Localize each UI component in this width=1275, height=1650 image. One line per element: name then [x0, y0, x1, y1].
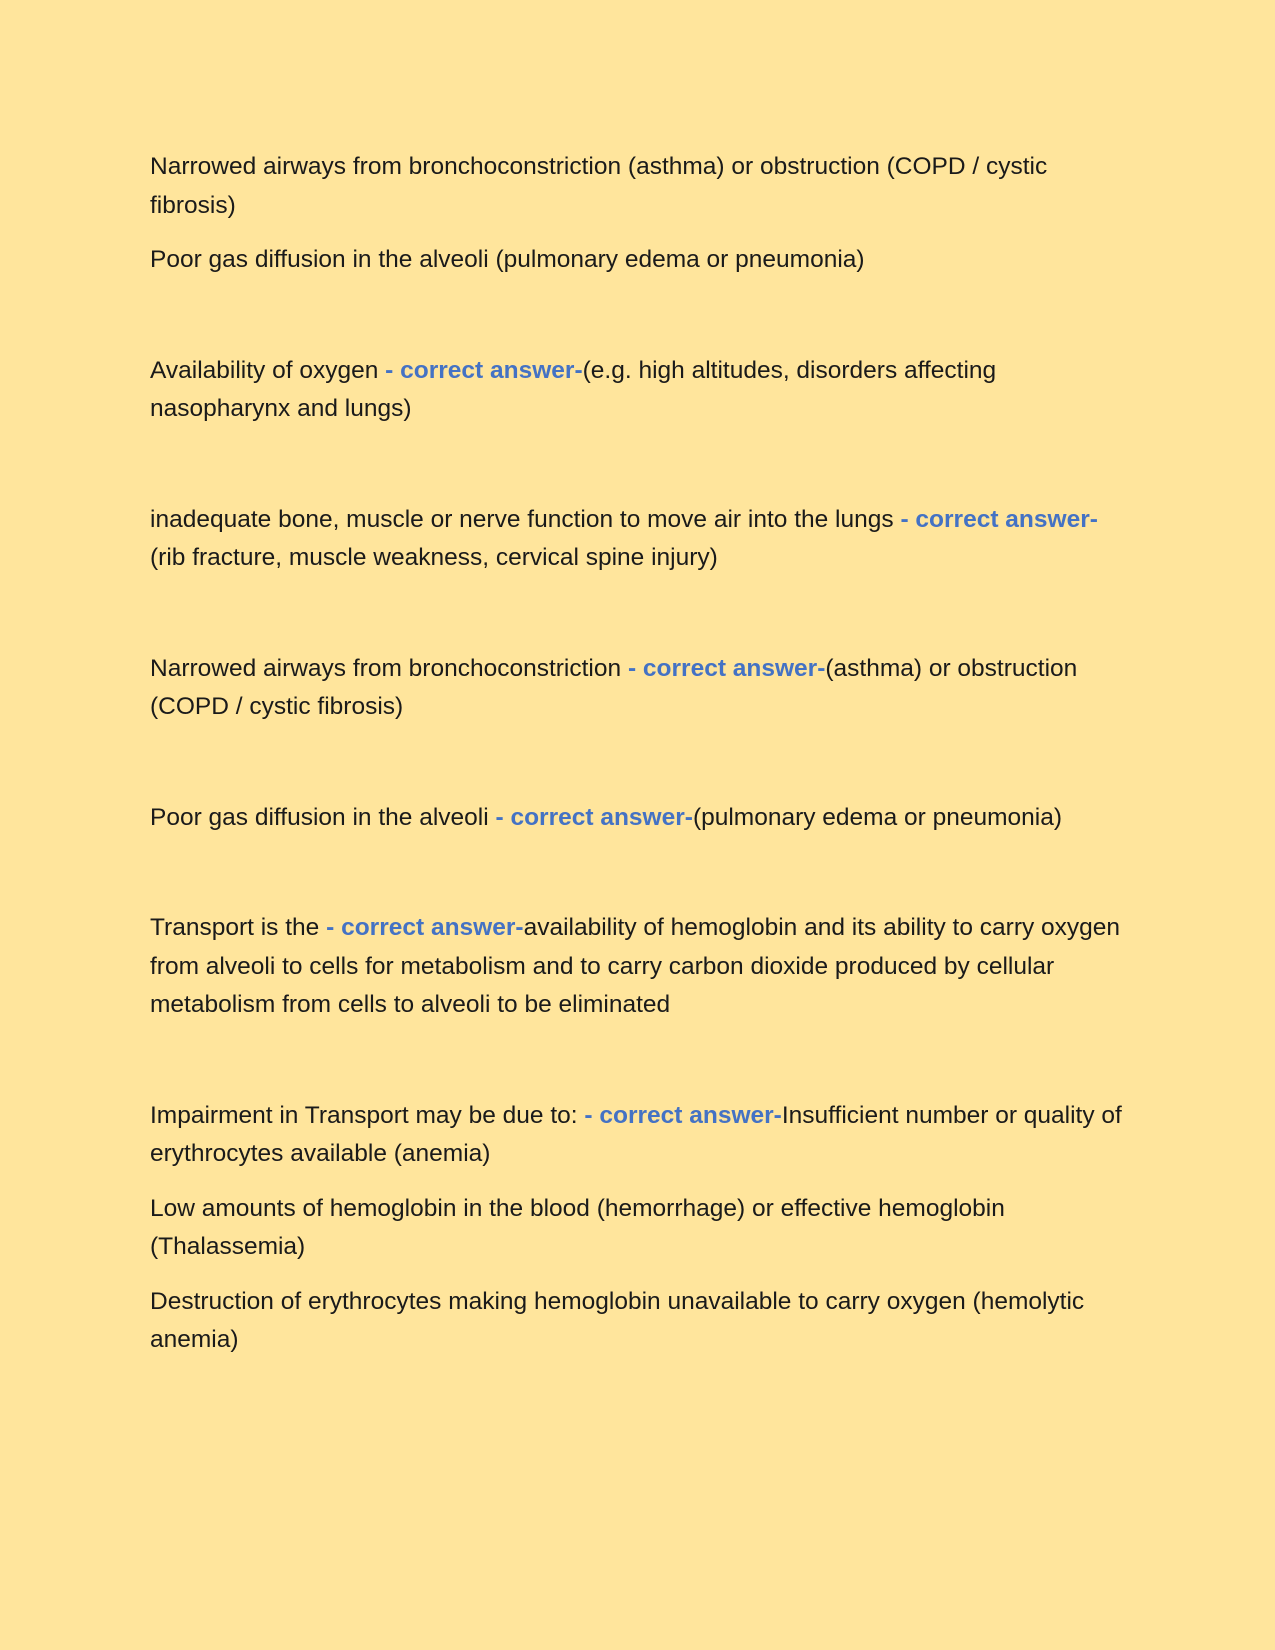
- answer-text: (e.g. high altitudes, disorders affecting nasopharynx and lungs): [150, 356, 997, 422]
- correct-answer-marker: - correct answer-: [495, 803, 693, 831]
- paragraph-low-hemoglobin: [150, 1190, 1130, 1267]
- qa-narrowed-airways: [150, 650, 1130, 727]
- answer-text: (pulmonary edema or pneumonia): [692, 803, 1062, 831]
- answer-text: (asthma) or obstruction (COPD / cystic fibrosis): [150, 654, 1078, 720]
- answer-text: availability of hemoglobin and its ability to carry oxygen from alveoli to cells for metabolism and to carry carbon dioxide produced by cellular metabolism from cells to alveoli to be eliminated: [150, 914, 1121, 1018]
- paragraph-destruction-of-erythrocytes: [150, 1283, 1130, 1360]
- correct-answer-marker: - correct answer-: [584, 1101, 782, 1129]
- correct-answer-marker: - correct answer-: [385, 356, 583, 384]
- correct-answer-marker: - correct answer-: [326, 914, 524, 941]
- paragraph-narrowed-airways: [150, 148, 1130, 225]
- question-text: Transport is the: [150, 914, 320, 941]
- qa-inadequate-function: [150, 501, 1130, 578]
- answer-text: (rib fracture, muscle weakness, cervical spine injury): [150, 544, 718, 571]
- correct-answer-marker: - correct answer-: [900, 505, 1098, 533]
- paragraph-text: Low amounts of hemoglobin in the blood (hemorrhage) or effective hemoglobin (Thalassemia): [150, 1194, 1005, 1260]
- question-text: Narrowed airways from bronchoconstriction: [150, 654, 622, 682]
- answer-text: Insufficient number or quality of erythrocytes available (anemia): [150, 1101, 1122, 1167]
- paragraph-text: Narrowed airways from bronchoconstriction (asthma) or obstruction (COPD / cystic fibrosis): [150, 153, 1048, 219]
- question-text: Impairment in Transport may be due to:: [150, 1101, 578, 1129]
- qa-availability-of-oxygen: [150, 352, 1130, 429]
- qa-poor-gas-diffusion: [150, 799, 1130, 838]
- question-text: Poor gas diffusion in the alveoli: [150, 803, 489, 831]
- qa-impairment-in-transport: [150, 1097, 1130, 1174]
- paragraph-poor-gas-diffusion: [150, 241, 1130, 280]
- paragraph-text: Poor gas diffusion in the alveoli (pulmonary edema or pneumonia): [150, 246, 865, 273]
- correct-answer-marker: - correct answer-: [627, 654, 826, 682]
- qa-transport: [150, 909, 1130, 1025]
- document-content: [150, 148, 1130, 1360]
- question-text: Availability of oxygen: [150, 356, 379, 384]
- question-text: inadequate bone, muscle or nerve function to move air into the lungs: [150, 505, 894, 533]
- paragraph-text: Destruction of erythrocytes making hemoglobin unavailable to carry oxygen (hemolytic anemia): [150, 1287, 1085, 1353]
